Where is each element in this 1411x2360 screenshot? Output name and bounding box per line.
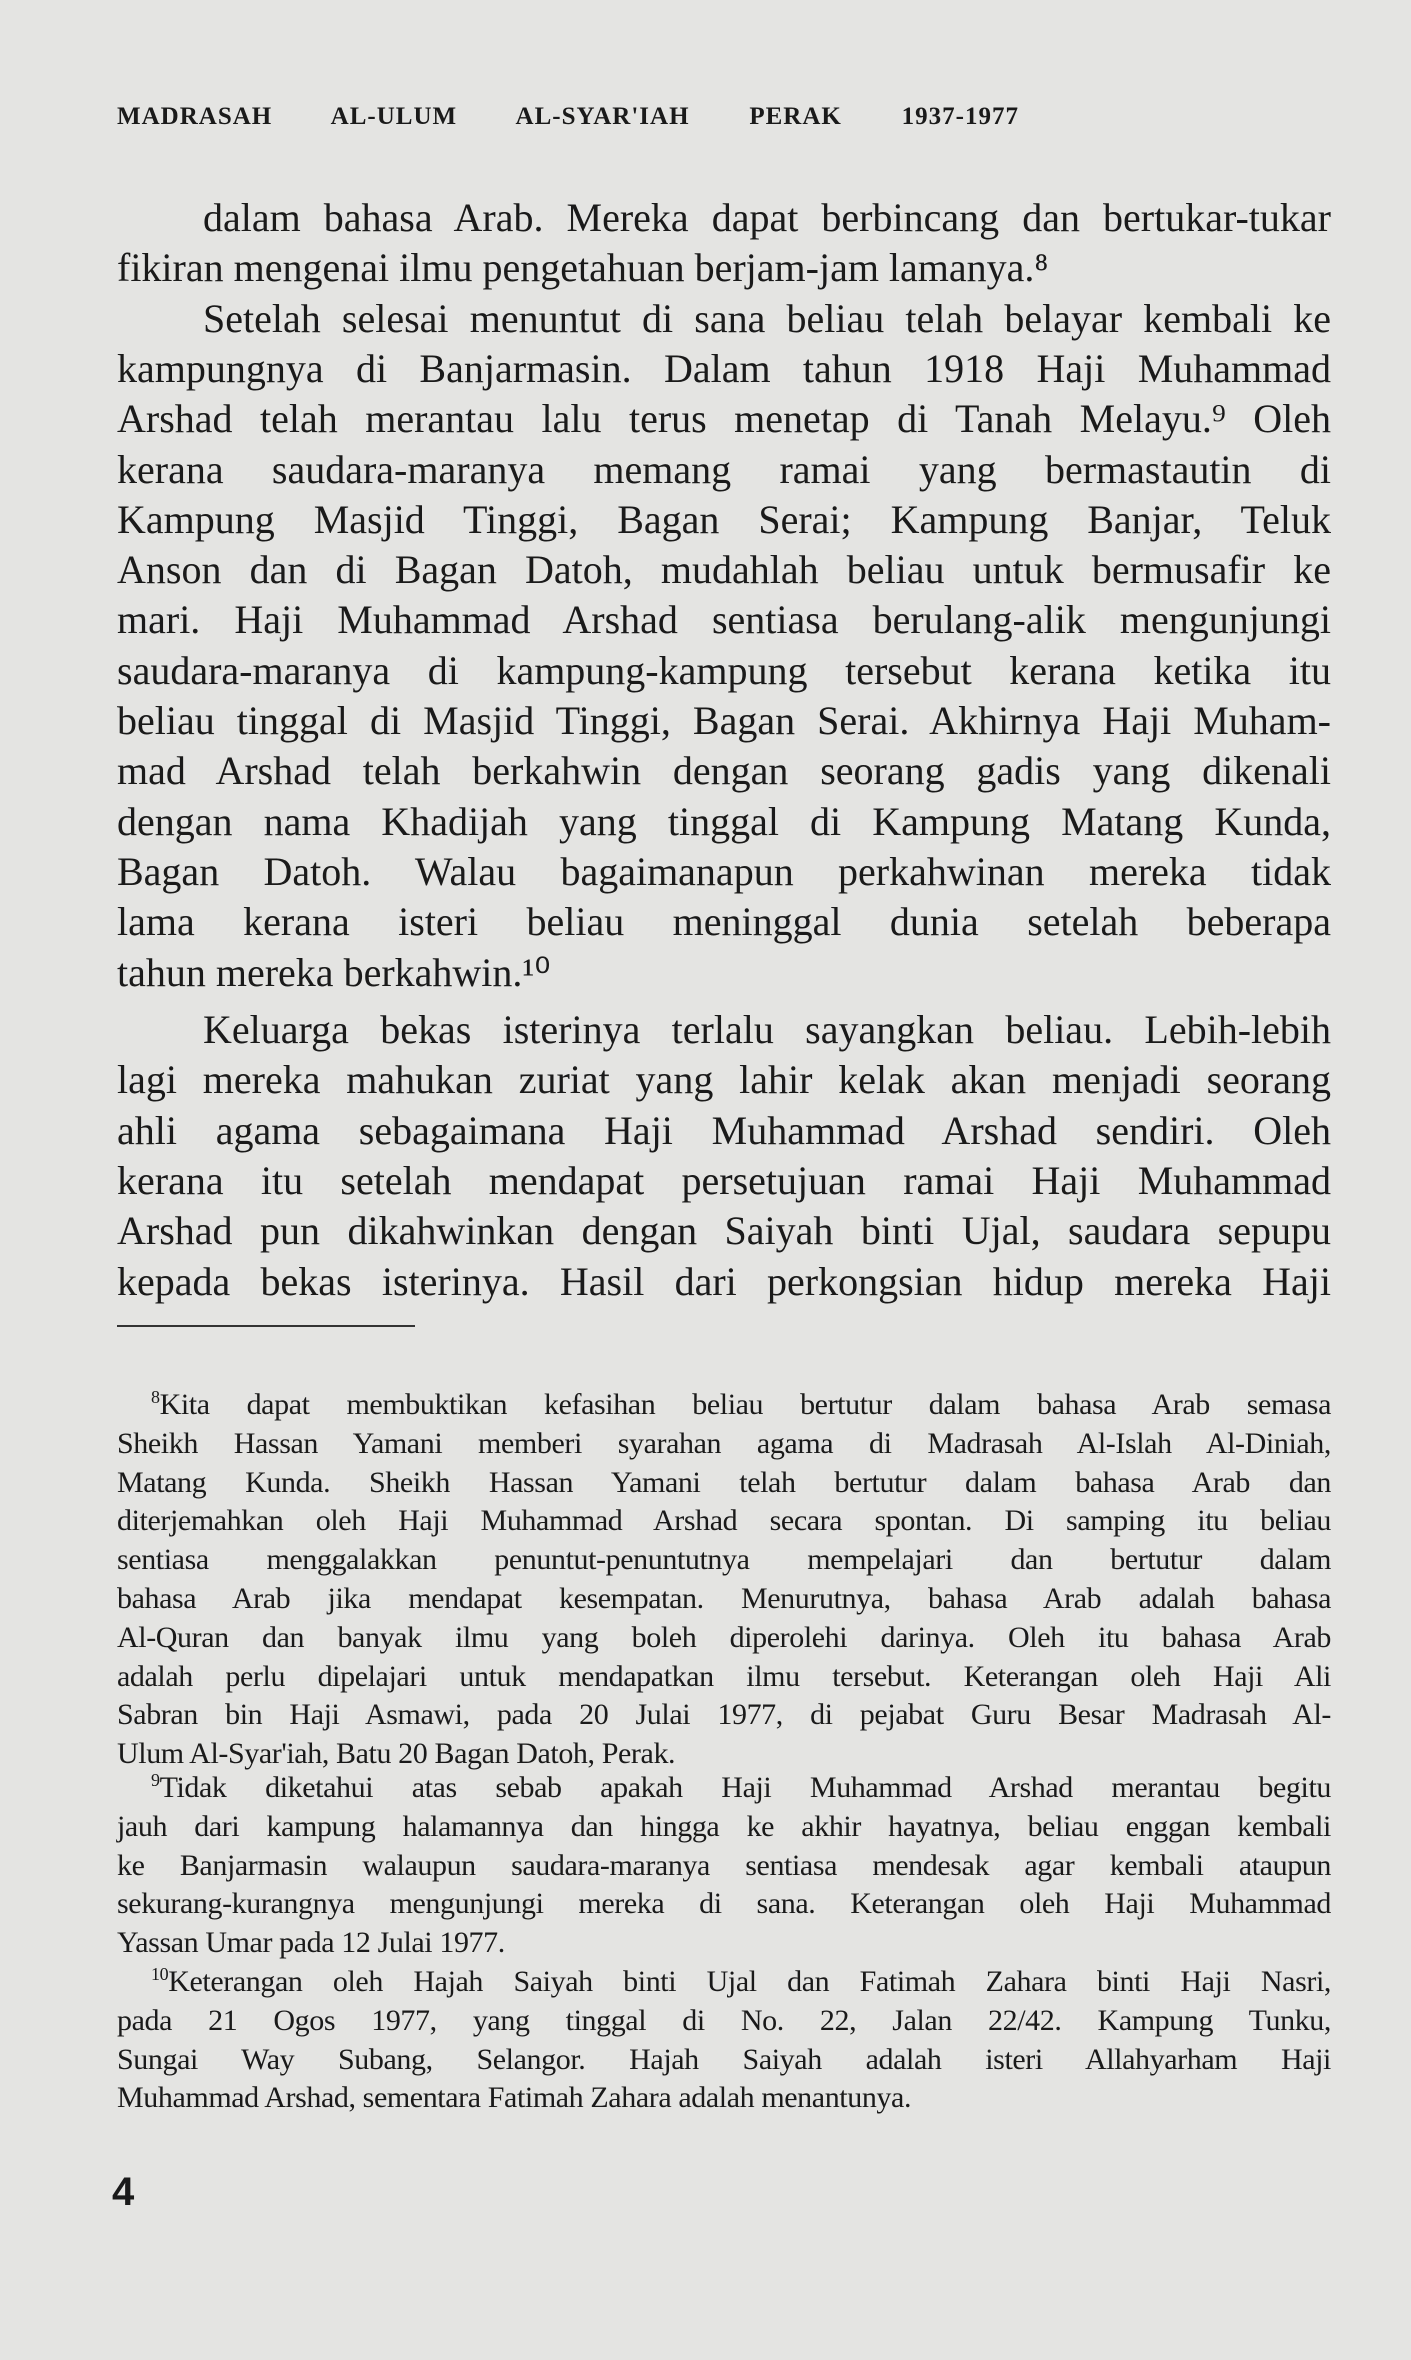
- footnote-line: adalah perlu dipelajari untuk mendapatkan ilmu tersebut. Keterangan oleh Haji Ali: [117, 1659, 1331, 1693]
- body-line: Bagan Datoh. Walau bagaimanapun perkahwinan mereka tidak: [117, 848, 1331, 894]
- body-line: kepada bekas isterinya. Hasil dari perkongsian hidup mereka Haji: [117, 1258, 1331, 1304]
- footnote-line: ke Banjarmasin walaupun saudara-maranya sentiasa mendesak agar kembali ataupun: [117, 1848, 1331, 1882]
- footnote-line: bahasa Arab jika mendapat kesempatan. Menurutnya, bahasa Arab adalah bahasa: [117, 1582, 1331, 1615]
- footnote-number: 8: [151, 1387, 160, 1408]
- body-line: lagi mereka mahukan zuriat yang lahir kelak akan menjadi seorang: [117, 1057, 1331, 1103]
- body-line: Keluarga bekas isterinya terlalu sayangkan beliau. Lebih-lebih: [203, 1007, 1331, 1052]
- body-line: mari. Haji Muhammad Arshad sentiasa berulang-alik mengunjungi: [117, 597, 1331, 643]
- footnote-number: 9: [151, 1770, 160, 1791]
- footnote-line: Sungai Way Subang, Selangor. Hajah Saiyah adalah isteri Allahyarham Haji: [117, 2042, 1331, 2076]
- footnote-text: Kita dapat membuktikan kefasihan beliau bertutur dalam bahasa Arab semasa: [159, 1388, 1331, 1421]
- footnote-divider: [117, 1325, 415, 1327]
- footnote-line: Muhammad Arshad, sementara Fatimah Zahara adalah menantunya.: [117, 2081, 912, 2115]
- footnote-line: Ulum Al-Syar'iah, Batu 20 Bagan Datoh, Perak.: [117, 1737, 676, 1771]
- footnote-line: diterjemahkan oleh Haji Muhammad Arshad secara spontan. Di samping itu beliau: [117, 1504, 1331, 1538]
- body-line: tahun mereka berkahwin.¹⁰: [117, 949, 551, 995]
- footnote-line: sentiasa menggalakkan penuntut-penuntutnya mempelajari dan bertutur dalam: [117, 1543, 1331, 1577]
- body-line: lama kerana isteri beliau meninggal dunia setelah beberapa: [117, 899, 1331, 945]
- body-line: saudara-maranya di kampung-kampung tersebut kerana ketika itu: [117, 647, 1331, 693]
- footnote-text: Tidak diketahui atas sebab apakah Haji Muhammad Arshad merantau begitu: [159, 1771, 1331, 1804]
- footnote-line: Yassan Umar pada 12 Julai 1977.: [117, 1926, 505, 1960]
- body-line: dengan nama Khadijah yang tinggal di Kampung Matang Kunda,: [117, 798, 1331, 844]
- body-line: dalam bahasa Arab. Mereka dapat berbincang dan bertukar-tukar: [203, 195, 1331, 240]
- footnote-line: Sabran bin Haji Asmawi, pada 20 Julai 1977, di pejabat Guru Besar Madrasah Al-: [117, 1698, 1331, 1732]
- body-line: mad Arshad telah berkahwin dengan seorang gadis yang dikenali: [117, 748, 1331, 794]
- footnote-line: Al-Quran dan banyak ilmu yang boleh diperolehi darinya. Oleh itu bahasa Arab: [117, 1620, 1331, 1654]
- footnote-line: [151, 1386, 1331, 1424]
- footnote-line: [151, 1769, 1331, 1807]
- footnote-line: sekurang-kurangnya mengunjungi mereka di sana. Keterangan oleh Haji Muhammad: [117, 1887, 1331, 1921]
- running-header: MADRASAH AL-ULUM AL-SYAR'IAH PERAK 1937-1977: [117, 103, 1019, 130]
- body-line: Setelah selesai menuntut di sana beliau telah belayar kembali ke: [203, 295, 1331, 341]
- page-number: 4: [112, 2170, 135, 2214]
- body-line: Kampung Masjid Tinggi, Bagan Serai; Kampung Banjar, Teluk: [117, 496, 1331, 542]
- body-line: kampungnya di Banjarmasin. Dalam tahun 1918 Haji Muhammad: [117, 345, 1331, 391]
- body-line: kerana itu setelah mendapat persetujuan ramai Haji Muhammad: [117, 1157, 1331, 1203]
- body-line: ahli agama sebagaimana Haji Muhammad Arshad sendiri. Oleh: [117, 1107, 1331, 1153]
- footnote-line: Sheikh Hassan Yamani memberi syarahan agama di Madrasah Al-Islah Al-Diniah,: [117, 1426, 1331, 1460]
- footnote-line: Matang Kunda. Sheikh Hassan Yamani telah bertutur dalam bahasa Arab dan: [117, 1465, 1331, 1499]
- body-line: kerana saudara-maranya memang ramai yang bermastautin di: [117, 446, 1331, 492]
- body-line: Anson dan di Bagan Datoh, mudahlah beliau untuk bermusafir ke: [117, 547, 1331, 593]
- body-line: fikiran mengenai ilmu pengetahuan berjam-jam lamanya.⁸: [117, 245, 1049, 291]
- footnote-text: Keterangan oleh Hajah Saiyah binti Ujal dan Fatimah Zahara binti Haji Nasri,: [168, 1965, 1331, 1998]
- body-line: Arshad pun dikahwinkan dengan Saiyah binti Ujal, saudara sepupu: [117, 1208, 1331, 1254]
- footnote-line: [151, 1963, 1331, 2001]
- body-line: Arshad telah merantau lalu terus menetap di Tanah Melayu.⁹ Oleh: [117, 396, 1331, 442]
- body-line: beliau tinggal di Masjid Tinggi, Bagan Serai. Akhirnya Haji Muham-: [117, 698, 1331, 743]
- footnote-number: 10: [151, 1964, 169, 1985]
- footnote-line: pada 21 Ogos 1977, yang tinggal di No. 22, Jalan 22/42. Kampung Tunku,: [117, 2003, 1331, 2037]
- footnote-line: jauh dari kampung halamannya dan hingga ke akhir hayatnya, beliau enggan kembali: [117, 1809, 1331, 1843]
